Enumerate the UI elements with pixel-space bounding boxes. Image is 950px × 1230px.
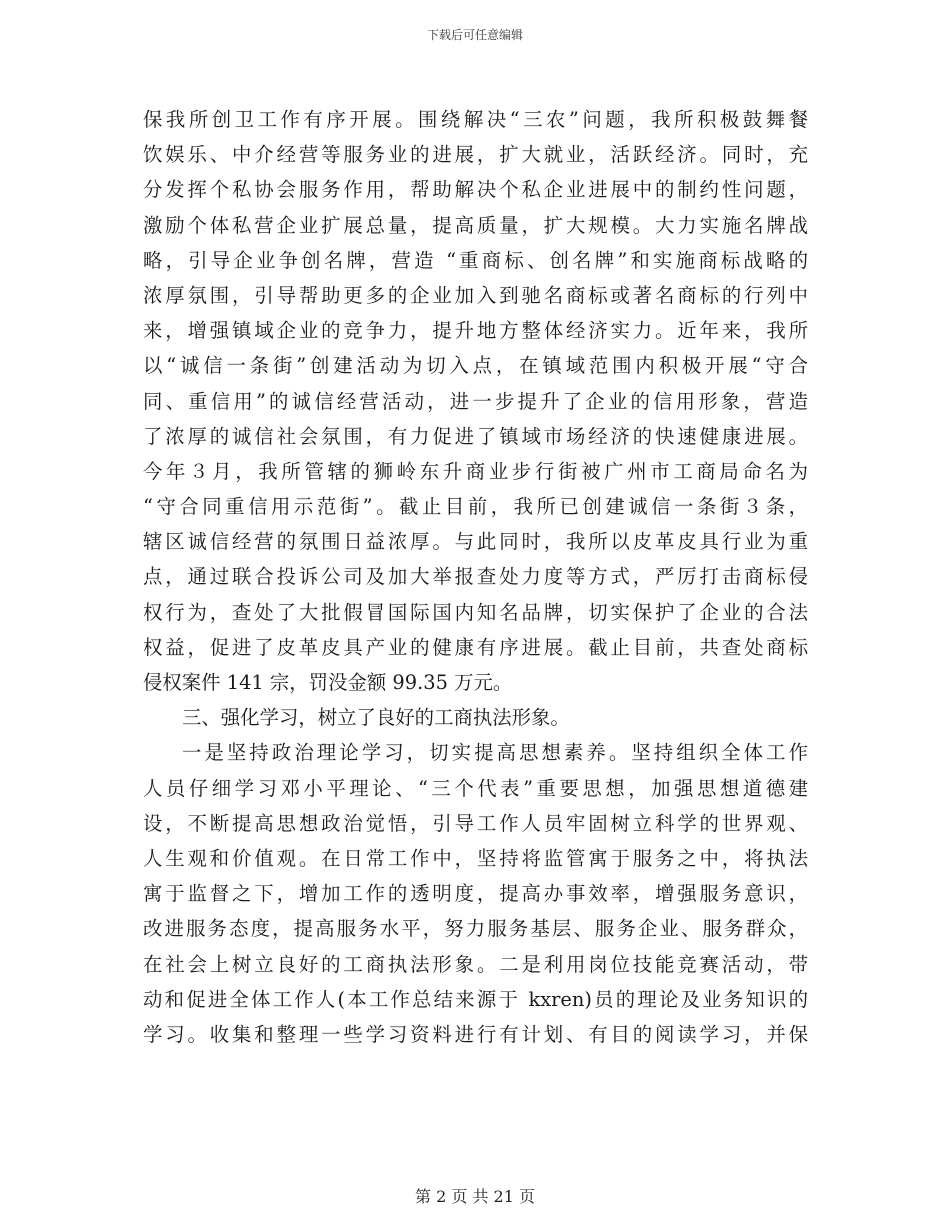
text-line: 辖区诚信经营的氛围日益浓厚。与此同时，我所以皮革皮具行业为重	[143, 530, 808, 554]
text-line: 保我所创卫工作有序开展。围绕解决“三农”问题，我所积极鼓舞餐	[143, 108, 808, 131]
text-line: 权行为，查处了大批假冒国际国内知名品牌，切实保护了企业的合法	[143, 600, 808, 624]
page-header: 下载后可任意编辑	[426, 28, 523, 42]
text-line: 一是坚持政治理论学习，切实提高思想素养。坚持组织全体工作	[182, 741, 808, 765]
text-line: 来，增强镇域企业的竞争力，提升地方整体经济实力。近年来，我所	[143, 319, 808, 343]
page-number-footer: 第 2 页 共 21 页	[415, 1187, 535, 1206]
text-line: 了浓厚的诚信社会氛围，有力促进了镇域市场经济的快速健康进展。	[143, 424, 808, 448]
text-line: 今年３月，我所管辖的狮岭东升商业步行街被广州市工商局命名为	[143, 459, 808, 483]
text-line: 饮娱乐、中介经营等服务业的进展，扩大就业，活跃经济。同时，充	[143, 143, 808, 167]
text-line: 权益，促进了皮革皮具产业的健康有序进展。截止目前，共查处商标	[143, 635, 808, 659]
text-line: 点，通过联合投诉公司及加大举报查处力度等方式，严厉打击商标侵	[143, 565, 808, 589]
text-line: 动和促进全体工作人(本工作总结来源于 kxren)员的理论及业务知识的	[143, 987, 808, 1011]
document-body	[143, 102, 808, 1052]
text-line: “守合同重信用示范街”。截止目前，我所已创建诚信一条街３条，	[143, 495, 808, 519]
text-line: 以“诚信一条街”创建活动为切入点，在镇域范围内积极开展“守合	[143, 354, 808, 378]
text-line: 略，引导企业争创名牌，营造 “重商标、创名牌”和实施商标战略的	[143, 248, 808, 272]
text-line: 浓厚氛围，引导帮助更多的企业加入到驰名商标或著名商标的行列中	[143, 283, 808, 307]
text-line: 同、重信用”的诚信经营活动，进一步提升了企业的信用形象，营造	[143, 389, 808, 413]
text-line: 激励个体私营企业扩展总量，提高质量，扩大规模。大力实施名牌战	[143, 213, 808, 237]
text-line: 寓于监督之下，增加工作的透明度，提高办事效率，增强服务意识，	[143, 882, 808, 906]
text-line: 人员仔细学习邓小平理论、“三个代表”重要思想，加强思想道德建	[143, 776, 808, 800]
section-heading: 三、强化学习，树立了良好的工商执法形象。	[182, 706, 570, 730]
text-line: 侵权案件 141 宗，罚没金额 99.35 万元。	[143, 671, 513, 694]
text-line: 学习。收集和整理一些学习资料进行有计划、有目的阅读学习，并保	[143, 1022, 808, 1046]
text-line: 分发挥个私协会服务作用，帮助解决个私企业进展中的制约性问题，	[143, 178, 808, 202]
text-line: 在社会上树立良好的工商执法形象。二是利用岗位技能竞赛活动，带	[143, 952, 808, 976]
text-line: 人生观和价值观。在日常工作中，坚持将监管寓于服务之中，将执法	[143, 846, 808, 870]
text-line: 设，不断提高思想政治觉悟，引导工作人员牢固树立科学的世界观、	[143, 811, 808, 835]
text-line: 改进服务态度，提高服务水平，努力服务基层、服务企业、服务群众，	[143, 917, 808, 941]
